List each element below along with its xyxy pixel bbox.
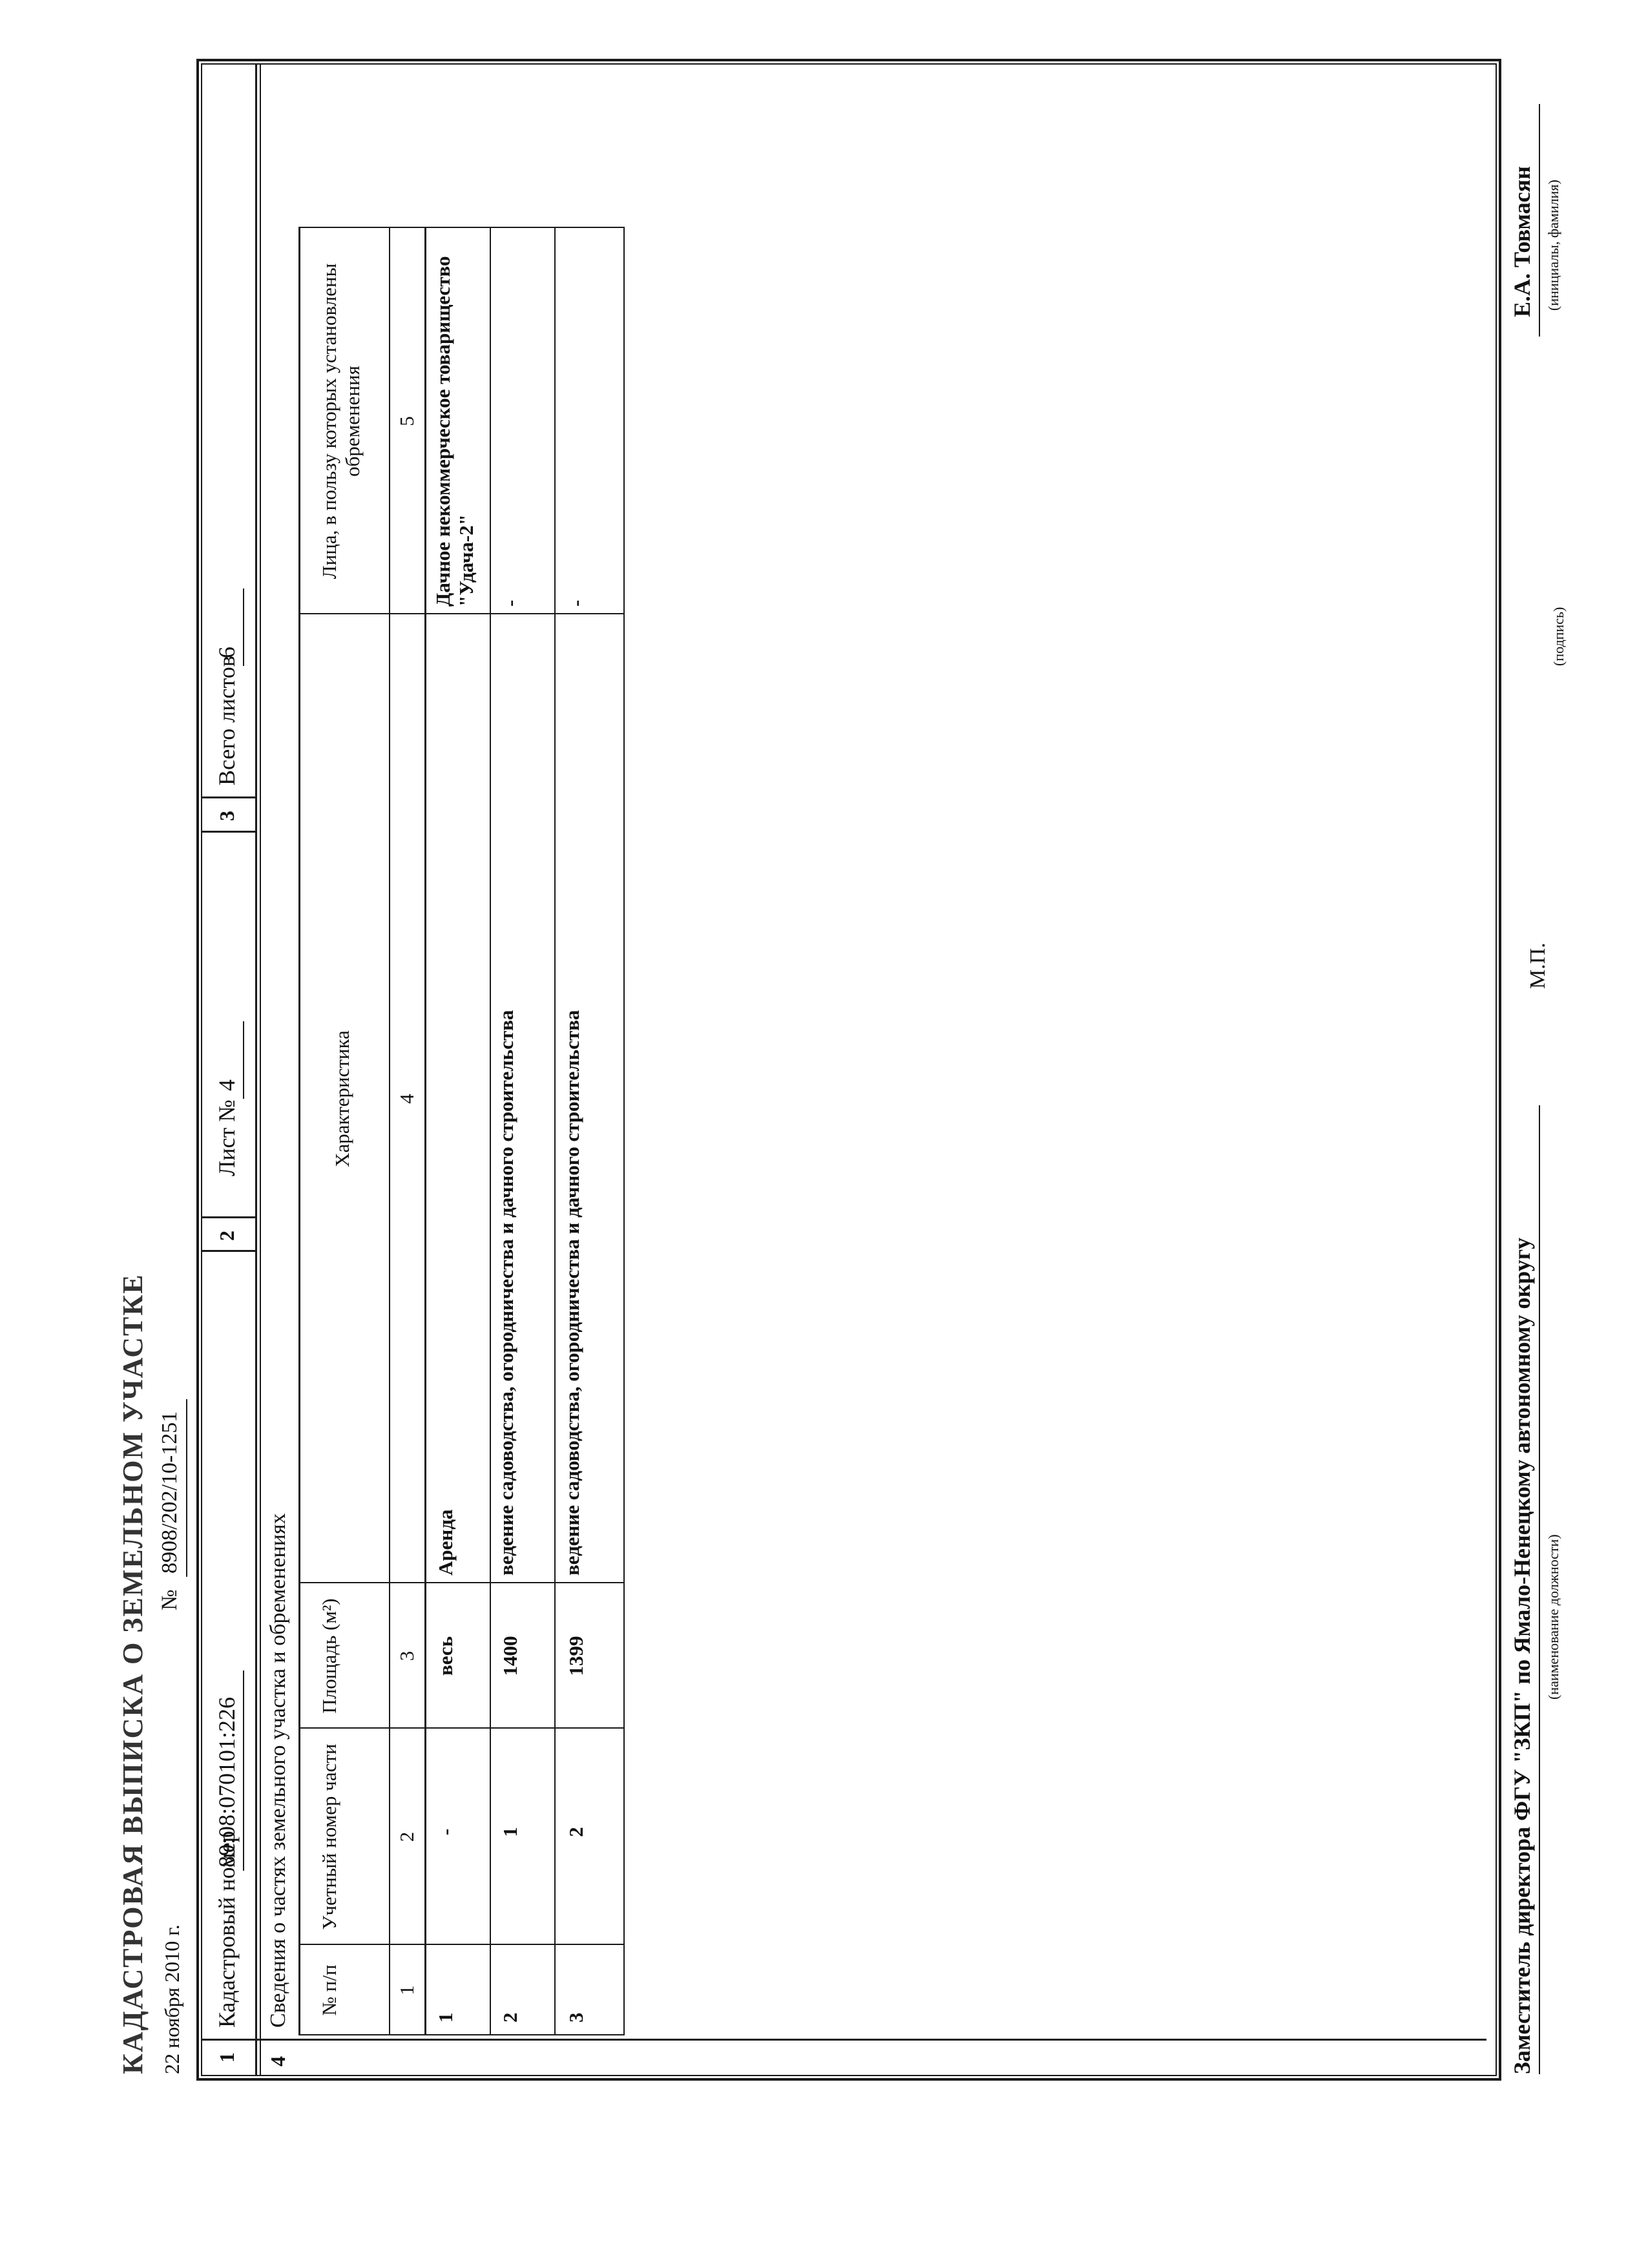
divider-3b [201, 796, 255, 798]
table-row-3-area: 1399 [565, 1636, 587, 1676]
col-line-0 [298, 2034, 625, 2035]
sheet-number: 4 [214, 1079, 240, 1091]
table-row-1-persons: Дачное некоммерческое товарищество "Удача-2" [432, 256, 477, 607]
name-underline [1539, 104, 1540, 337]
table-row-2-persons: - [499, 599, 521, 607]
position-underline [1539, 1105, 1540, 2074]
row1-line [490, 227, 491, 2035]
table-row-3-part: 2 [565, 1827, 587, 1837]
sheet-underline [243, 1021, 244, 1099]
left-number-column-line [201, 2039, 1486, 2041]
colnum-bottom-line [424, 227, 426, 2035]
cadastral-label: Кадастровый номер [214, 1831, 240, 2028]
table-row-3-number: 3 [565, 2012, 587, 2023]
section-title: Сведения о частях земельного участка и обременениях [266, 1513, 290, 2028]
row1-bottom-line [255, 63, 257, 2076]
number-underline [186, 1399, 187, 1577]
table-row-3-characteristic: ведение садоводства, огородничества и дачного строительства [561, 1010, 583, 1576]
divider-3 [201, 831, 255, 833]
document-title: КАДАСТРОВАЯ ВЫПИСКА О ЗЕМЕЛЬНОМ УЧАСТКЕ [117, 1273, 149, 2074]
cadastral-number: 89:08:070101:226 [214, 1696, 240, 1867]
document-date: 22 ноября 2010 г. [160, 1924, 183, 2074]
table-row-2-number: 2 [499, 2012, 521, 2023]
name-caption: (инициалы, фамилия) [1545, 180, 1561, 311]
header-bottom-line [389, 227, 390, 2035]
table-top-line [298, 227, 300, 2035]
table-row-2-part: 1 [499, 1827, 521, 1837]
col-num-2: 2 [395, 1831, 418, 1842]
divider-2 [201, 1250, 255, 1252]
table-bottom-line [623, 227, 625, 2035]
table-row-3-persons: - [565, 599, 587, 607]
header-area: Площадь (м²) [318, 1598, 340, 1714]
position-caption: (наименование должности) [1545, 1534, 1561, 1700]
table-row-1-area: весь [434, 1636, 457, 1676]
header-persons: Лица, в пользу которых установлены обременения [318, 263, 364, 579]
cadastral-underline [243, 1670, 244, 1871]
header-characteristic: Характеристика [331, 1030, 353, 1167]
form-number-3: 3 [215, 811, 238, 821]
col-line-1 [298, 1944, 625, 1945]
header-number: № п/п [318, 1964, 340, 2016]
number-label: № [158, 1589, 182, 1610]
header-part-number: Учетный номер части [318, 1743, 340, 1930]
form-number-4: 4 [266, 2056, 289, 2066]
form-number-1: 1 [215, 2052, 238, 2063]
col-num-5: 5 [395, 416, 418, 426]
sheet-label: Лист № [214, 1099, 240, 1176]
total-underline [243, 588, 244, 666]
extract-number: 8908/202/10-1251 [158, 1411, 182, 1574]
table-row-1-part: - [434, 1828, 457, 1836]
divider-2b [201, 1216, 255, 1218]
row2-line [554, 227, 556, 2035]
signature-caption: (подпись) [1550, 607, 1567, 666]
section-top-line [260, 63, 261, 2076]
signer-name: Е.А. Товмасян [1509, 166, 1535, 317]
total-number: 6 [214, 647, 240, 658]
table-row-1-characteristic: Аренда [434, 1509, 457, 1576]
col-num-3: 3 [395, 1650, 418, 1661]
table-row-2-characteristic: ведение садоводства, огородничества и дачного строительства [495, 1010, 517, 1576]
stamp-label: М.П. [1526, 942, 1550, 989]
total-label: Всего листов [214, 656, 240, 785]
table-row-1-number: 1 [434, 2012, 457, 2023]
col-num-4: 4 [395, 1094, 418, 1104]
signer-position: Заместитель директора ФГУ "ЗКП" по Ямало-Ненецкому автономному округу [1509, 1237, 1535, 2074]
encumbrance-table [298, 227, 625, 2035]
table-row-2-area: 1400 [499, 1636, 521, 1676]
col-num-1: 1 [395, 1985, 418, 1995]
form-number-2: 2 [215, 1231, 238, 1241]
